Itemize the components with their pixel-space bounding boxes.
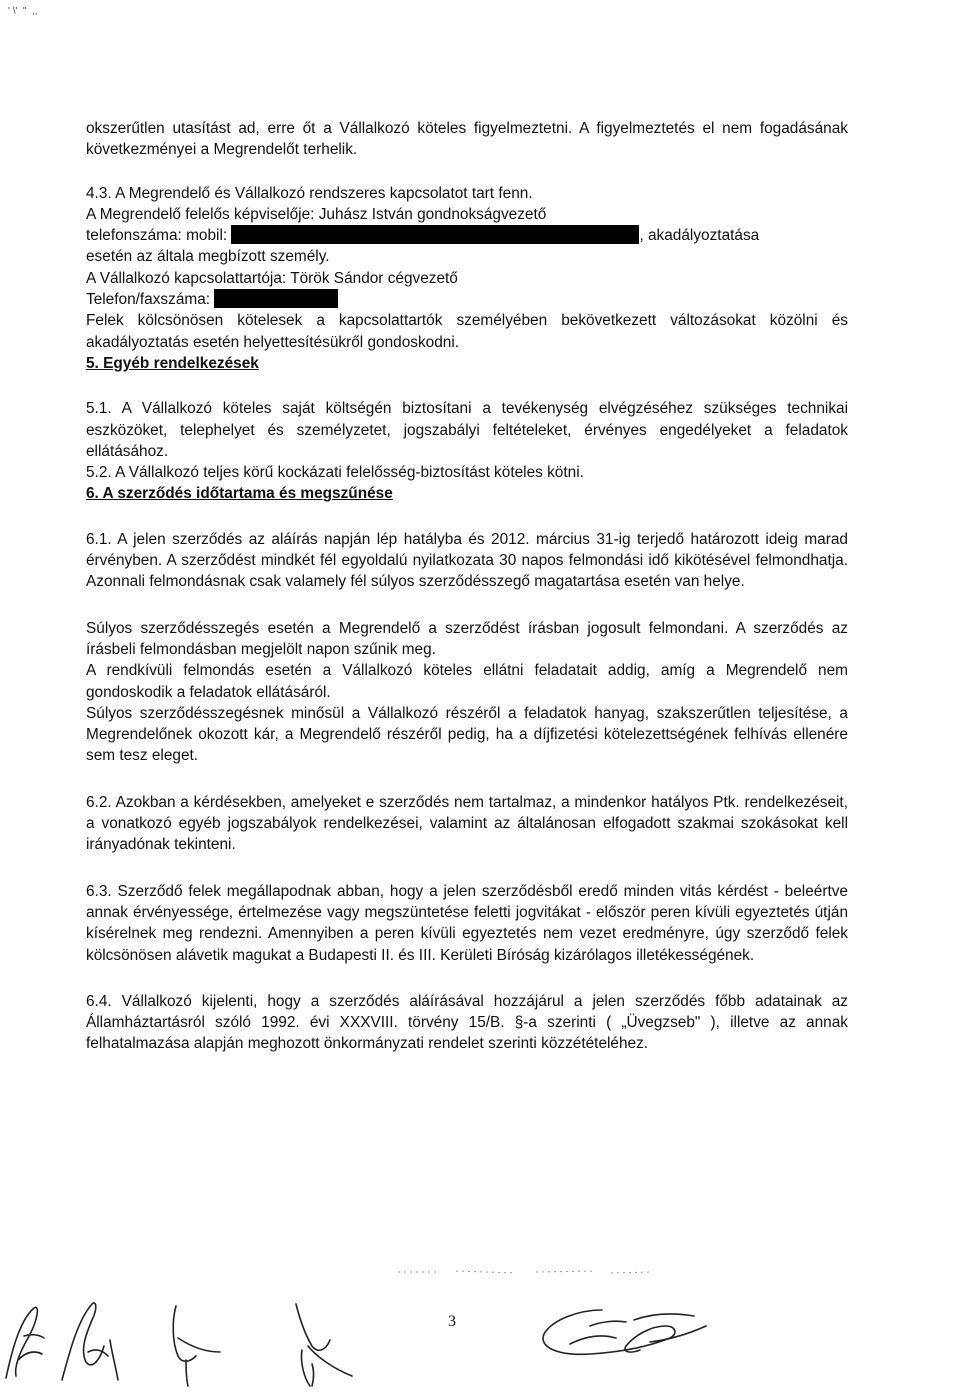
section-5-heading: 5. Egyéb rendelkezések (86, 354, 259, 372)
paragraph-continuation: okszerűtlen utasítást ad, erre őt a Vállalkozó köteles figyelmeztetni. A figyelmeztetés el nem fogadásának következményei a Megrendelőt terhelik. (86, 120, 848, 159)
customer-substitute-line: esetén az általa megbízott személy. (86, 248, 330, 266)
paragraph-5-2: 5.2. A Vállalkozó teljes körű kockázati felelősség-biztosítást köteles kötni. (86, 464, 584, 482)
redaction-bar-fax (214, 289, 338, 308)
paragraph-breach-termination: Súlyos szerződésszegés esetén a Megrendelő a szerződést írásban jogosult felmondani. A szerződés az írásbeli felmondásban megjelölt napon szűnik meg. (86, 619, 848, 658)
customer-phone-suffix: , akadályoztatása (639, 227, 760, 245)
section-4-3 (86, 183, 848, 353)
paragraph-extraordinary-termination: A rendkívüli felmondás esetén a Vállalkozó köteles ellátni feladatait addig, amíg a Megrendelő nem gondoskodik a feladatok ellátásáról. (86, 662, 848, 701)
scan-dot-artifact (396, 1266, 656, 1278)
paragraph-6-2: 6.2. Azokban a kérdésekben, amelyeket e szerződés nem tartalmaz, a mindenkor hatályos Ptk. rendelkezéseit, a vonatkozó egyéb jogszabályok rendelkezései, valamint az általánosan elfogadott szakmai szokásokat kell irányadónak tekinteni. (86, 793, 848, 854)
scan-mark-text: ' \' " ,, (8, 6, 38, 17)
paragraph-6-1: 6.1. A jelen szerződés az aláírás napján lép hatályba és 2012. március 31-ig terjedő határozott ideig marad érvényben. A szerződést mindkét fél egyoldalú nyilatkozata 30 napos felmondási idő kikötésével felmondhatja. Azonnali felmondásnak csak valamely fél súlyos szerződésszegő magatartása esetén van helye. (86, 530, 848, 591)
customer-representative: A Megrendelő felelős képviselője: Juhász István gondnokságvezető (86, 205, 547, 223)
paragraph-6-3: 6.3. Szerződő felek megállapodnak abban, hogy a jelen szerződésből eredő minden vitás kérdést - beleértve annak érvényessége, értelmezése vagy megszüntetése feletti jogvitákat - először peren kívüli egyeztetés útján kísérelnek meg rendezni. Amennyiben a peren kívüli egyeztetés nem vezet eredményre, úgy szerződő felek kölcsönösen alávetik magukat a Budapesti II. és III. Kerületi Bíróság kizárólagos illetékességének. (86, 882, 848, 964)
contact-change-paragraph: Felek kölcsönösen kötelesek a kapcsolattartók személyében bekövetkezett változásokat közölni és akadályoztatás esetén helyettesítésükről gondoskodni. (86, 312, 848, 351)
contractor-phone-label: Telefon/faxszáma: (86, 291, 211, 309)
paragraph-6-4: 6.4. Vállalkozó kijelenti, hogy a szerződés aláírásával hozzájárul a jelen szerződés főbb adatainak az Államháztartásról szóló 1992. évi XXXVIII. törvény 15/B. §-a szerinti ( „Üvegzseb" ), illetve az annak felhatalmazása alapján meghozott önkormányzati rendelet szerinti közzétételéhez. (86, 992, 848, 1053)
paragraph-breach-definition: Súlyos szerződésszegésnek minősül a Vállalkozó részéről a feladatok hanyag, szakszerűtlen teljesítése, a Megrendelőnek okozott kár, a Megrendelő részéről pedig, ha a díjfizetési kötelezettségének felhívás ellenére sem tesz eleget. (86, 704, 848, 765)
redaction-bar-phone (231, 225, 639, 244)
contractor-phone-line (86, 289, 848, 310)
section-6-heading: 6. A szerződés időtartama és megszűnése (86, 485, 393, 503)
initials-signatures (0, 1290, 420, 1390)
customer-phone-label: telefonszáma: mobil: (86, 227, 228, 245)
contractor-contact: A Vállalkozó kapcsolattartója: Török Sándor cégvezető (86, 269, 458, 287)
signature (530, 1296, 720, 1376)
paragraph-4-3-intro: 4.3. A Megrendelő és Vállalkozó rendszeres kapcsolatot tart fenn. (86, 184, 533, 202)
customer-phone-line (86, 225, 848, 246)
page-number: 3 (448, 1313, 456, 1330)
paragraph-5-1: 5.1. A Vállalkozó köteles saját költségén biztosítani a tevékenység elvégzéséhez szükséges technikai eszközöket, telephelyet és személyzetet, jogszabályi feltételeket, érvényes engedélyeket a feladatok ellátásához. (86, 400, 848, 460)
document-body (86, 118, 848, 1055)
